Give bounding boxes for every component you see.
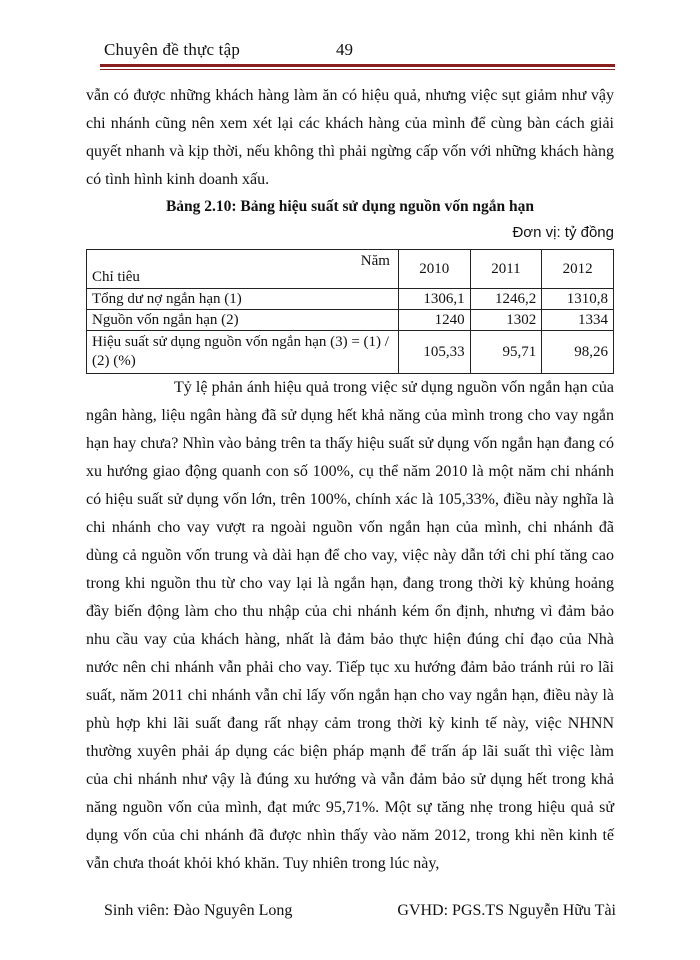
footer-advisor: GVHD: PGS.TS Nguyễn Hữu Tài	[397, 902, 616, 919]
row-value: 1246,2	[470, 289, 542, 310]
row-value: 105,33	[398, 331, 470, 374]
row-label: Hiệu suất sử dụng nguồn vốn ngắn hạn (3) = (1) / (2) (%)	[87, 331, 399, 374]
row-label: Nguồn vốn ngắn hạn (2)	[87, 310, 399, 331]
table-row	[87, 310, 614, 331]
page-header	[104, 40, 616, 66]
page-number: 49	[336, 40, 353, 59]
row-value: 98,26	[542, 331, 614, 374]
header-year-2010: 2010	[398, 250, 470, 289]
row-value: 1302	[470, 310, 542, 331]
table-row	[87, 331, 614, 374]
header-year-2012: 2012	[542, 250, 614, 289]
unit-note: Đơn vị: tỷ đồng	[512, 224, 614, 241]
header-rule-thick	[100, 64, 615, 67]
table-row	[87, 289, 614, 310]
row-label: Tổng dư nợ ngắn hạn (1)	[87, 289, 399, 310]
header-title: Chuyên đề thực tập	[104, 40, 241, 59]
data-table	[86, 249, 614, 374]
row-value: 95,71	[470, 331, 542, 374]
row-value: 1240	[398, 310, 470, 331]
table-header-row	[87, 250, 614, 289]
row-value: 1306,1	[398, 289, 470, 310]
header-year-label: Năm	[360, 253, 390, 269]
footer-student: Sinh viên: Đào Nguyên Long	[104, 902, 293, 919]
row-value: 1310,8	[542, 289, 614, 310]
row-value: 1334	[542, 310, 614, 331]
table-caption: Bảng 2.10: Bảng hiệu suất sử dụng nguồn vốn ngắn hạn	[165, 198, 535, 215]
header-rule-thin	[100, 69, 615, 70]
header-corner-cell	[87, 250, 399, 289]
header-year-2011: 2011	[470, 250, 542, 289]
body-paragraph-2: Tỷ lệ phản ánh hiệu quả trong việc sử dụng nguồn vốn ngắn hạn của ngân hàng, liệu ngân hàng đã sử dụng hết khả năng của mình trong cho vay ngắn hạn hay chưa? Nhìn vào bảng trên ta thấy hiệu suất sử dụng vốn ngắn hạn đang có xu hướng giao động quanh con số 100%, cụ thể năm 2010 là một năm chi nhánh có hiệu suất sử dụng vốn lớn, trên 100%, chính xác là 105,33%, điều này nghĩa là chi nhánh cho vay vượt ra ngoài nguồn vốn ngắn hạn của mình, chi nhánh đã dùng cả nguồn vốn trung và dài hạn để cho vay, việc này dẫn tới chi phí tăng cao trong khi nguồn thu từ cho vay lại là ngắn hạn, đang trong thời kỳ khủng hoảng đầy biến động làm cho thu nhập của chi nhánh kém ổn định, nhưng vì đảm bảo nhu cầu vay của khách hàng, nhất là đảm bảo thực hiện đúng chỉ đạo của Nhà nước nên chi nhánh vẫn phải cho vay. Tiếp tục xu hướng đảm bảo tránh rủi ro lãi suất, năm 2011 chi nhánh vẫn chỉ lấy vốn ngắn hạn cho vay ngắn hạn, điều này là phù hợp khi lãi suất đang rất nhạy cảm trong thời kỳ kinh tế này, việc NHNN thường xuyên phải áp dụng các biện pháp mạnh để trấn áp lãi suất thì việc làm của chi nhánh như vậy là đúng xu hướng và vẫn đảm bảo sử dụng hết trong khả năng nguồn vốn của mình, đạt mức 95,71%. Một sự tăng nhẹ trong hiệu quả sử dụng vốn của chi nhánh đã được nhìn thấy vào năm 2012, trong khi nền kinh tế vẫn chưa thoát khỏi khó khăn. Tuy nhiên trong lúc này,	[86, 379, 614, 872]
body-paragraph-1: vẫn có được những khách hàng làm ăn có hiệu quả, nhưng việc sụt giảm như vậy chi nhánh cũng nên xem xét lại các khách hàng của mình để cùng bàn cách giải quyết nhanh và kịp thời, nếu không thì phải ngừng cấp vốn với những khách hàng có tình hình kinh doanh xấu.	[86, 87, 614, 188]
header-indicator-label: Chỉ tiêu	[92, 269, 140, 285]
